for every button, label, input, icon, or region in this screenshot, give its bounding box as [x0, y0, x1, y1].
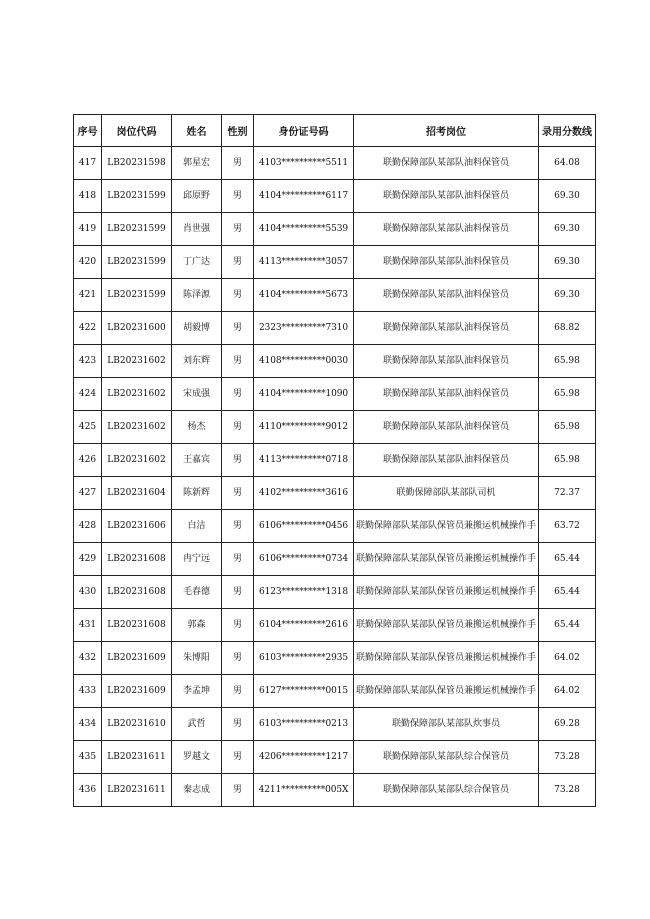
position-cell: 联勤保障部队某部队综合保管员: [354, 741, 539, 774]
serial-cell: 431: [74, 609, 102, 642]
serial-cell: 420: [74, 246, 102, 279]
gender-cell: 男: [222, 642, 254, 675]
id-number-cell: 4102**********3616: [254, 477, 354, 510]
score-cell: 72.37: [539, 477, 596, 510]
table-row: [74, 774, 596, 807]
gender-cell: 男: [222, 312, 254, 345]
name-cell: 刘东辉: [172, 345, 222, 378]
gender-cell: 男: [222, 609, 254, 642]
header-position-code: 岗位代码: [102, 115, 172, 147]
id-number-cell: 4108**********0030: [254, 345, 354, 378]
table-header-row: [74, 115, 596, 147]
serial-cell: 430: [74, 576, 102, 609]
table-row: [74, 510, 596, 543]
score-cell: 64.02: [539, 642, 596, 675]
name-cell: 肖世强: [172, 213, 222, 246]
position-code-cell: LB20231609: [102, 642, 172, 675]
score-cell: 73.28: [539, 774, 596, 807]
id-number-cell: 6104**********2616: [254, 609, 354, 642]
table-row: [74, 345, 596, 378]
position-code-cell: LB20231599: [102, 279, 172, 312]
serial-cell: 422: [74, 312, 102, 345]
gender-cell: 男: [222, 345, 254, 378]
serial-cell: 434: [74, 708, 102, 741]
id-number-cell: 4211**********005X: [254, 774, 354, 807]
score-cell: 73.28: [539, 741, 596, 774]
serial-cell: 417: [74, 147, 102, 180]
score-cell: 68.82: [539, 312, 596, 345]
serial-cell: 418: [74, 180, 102, 213]
id-number-cell: 4103**********5511: [254, 147, 354, 180]
position-cell: 联勤保障部队某部队油料保管员: [354, 411, 539, 444]
id-number-cell: 6106**********0734: [254, 543, 354, 576]
name-cell: 陈新辉: [172, 477, 222, 510]
id-number-cell: 4104**********5673: [254, 279, 354, 312]
score-cell: 69.28: [539, 708, 596, 741]
name-cell: 杨杰: [172, 411, 222, 444]
name-cell: 罗越文: [172, 741, 222, 774]
position-code-cell: LB20231608: [102, 576, 172, 609]
admission-table: [73, 114, 596, 807]
table-row: [74, 180, 596, 213]
position-cell: 联勤保障部队某部队油料保管员: [354, 213, 539, 246]
name-cell: 郭森: [172, 609, 222, 642]
score-cell: 65.98: [539, 345, 596, 378]
position-code-cell: LB20231611: [102, 774, 172, 807]
gender-cell: 男: [222, 543, 254, 576]
name-cell: 冉宁远: [172, 543, 222, 576]
serial-cell: 426: [74, 444, 102, 477]
gender-cell: 男: [222, 675, 254, 708]
position-code-cell: LB20231599: [102, 246, 172, 279]
position-cell: 联勤保障部队某部队油料保管员: [354, 180, 539, 213]
position-code-cell: LB20231598: [102, 147, 172, 180]
id-number-cell: 6106**********0456: [254, 510, 354, 543]
name-cell: 王嘉宾: [172, 444, 222, 477]
position-cell: 联勤保障部队某部队油料保管员: [354, 378, 539, 411]
gender-cell: 男: [222, 378, 254, 411]
table-row: [74, 741, 596, 774]
position-code-cell: LB20231608: [102, 543, 172, 576]
gender-cell: 男: [222, 477, 254, 510]
position-cell: 联勤保障部队某部队油料保管员: [354, 312, 539, 345]
position-cell: 联勤保障部队某部队油料保管员: [354, 147, 539, 180]
gender-cell: 男: [222, 444, 254, 477]
name-cell: 陈泽源: [172, 279, 222, 312]
table-row: [74, 444, 596, 477]
name-cell: 李孟坤: [172, 675, 222, 708]
id-number-cell: 4104**********1090: [254, 378, 354, 411]
score-cell: 65.98: [539, 411, 596, 444]
gender-cell: 男: [222, 411, 254, 444]
table-row: [74, 213, 596, 246]
gender-cell: 男: [222, 741, 254, 774]
gender-cell: 男: [222, 246, 254, 279]
position-code-cell: LB20231604: [102, 477, 172, 510]
id-number-cell: 4206**********1217: [254, 741, 354, 774]
gender-cell: 男: [222, 213, 254, 246]
score-cell: 69.30: [539, 180, 596, 213]
serial-cell: 424: [74, 378, 102, 411]
score-cell: 63.72: [539, 510, 596, 543]
gender-cell: 男: [222, 279, 254, 312]
score-cell: 69.30: [539, 246, 596, 279]
position-cell: 联勤保障部队某部队油料保管员: [354, 444, 539, 477]
table-body: [74, 147, 596, 807]
id-number-cell: 6103**********0213: [254, 708, 354, 741]
position-code-cell: LB20231602: [102, 345, 172, 378]
position-cell: 联勤保障部队某部队油料保管员: [354, 345, 539, 378]
table-row: [74, 576, 596, 609]
score-cell: 69.30: [539, 279, 596, 312]
position-code-cell: LB20231599: [102, 213, 172, 246]
position-cell: 联勤保障部队某部队保管员兼搬运机械操作手: [354, 642, 539, 675]
position-code-cell: LB20231608: [102, 609, 172, 642]
position-cell: 联勤保障部队某部队炊事员: [354, 708, 539, 741]
name-cell: 丁广达: [172, 246, 222, 279]
name-cell: 宋成强: [172, 378, 222, 411]
header-gender: 性别: [222, 115, 254, 147]
position-code-cell: LB20231602: [102, 444, 172, 477]
score-cell: 64.02: [539, 675, 596, 708]
serial-cell: 432: [74, 642, 102, 675]
position-cell: 联勤保障部队某部队油料保管员: [354, 279, 539, 312]
score-cell: 69.30: [539, 213, 596, 246]
position-cell: 联勤保障部队某部队保管员兼搬运机械操作手: [354, 576, 539, 609]
name-cell: 秦志成: [172, 774, 222, 807]
table-row: [74, 477, 596, 510]
serial-cell: 429: [74, 543, 102, 576]
serial-cell: 421: [74, 279, 102, 312]
gender-cell: 男: [222, 510, 254, 543]
position-code-cell: LB20231606: [102, 510, 172, 543]
table-row: [74, 378, 596, 411]
id-number-cell: 4104**********5539: [254, 213, 354, 246]
name-cell: 朱博阳: [172, 642, 222, 675]
table-row: [74, 543, 596, 576]
score-cell: 65.44: [539, 576, 596, 609]
serial-cell: 419: [74, 213, 102, 246]
score-cell: 64.08: [539, 147, 596, 180]
header-serial: 序号: [74, 115, 102, 147]
position-cell: 联勤保障部队某部队综合保管员: [354, 774, 539, 807]
position-cell: 联勤保障部队某部队保管员兼搬运机械操作手: [354, 675, 539, 708]
header-position: 招考岗位: [354, 115, 539, 147]
position-cell: 联勤保障部队某部队司机: [354, 477, 539, 510]
serial-cell: 433: [74, 675, 102, 708]
position-code-cell: LB20231609: [102, 675, 172, 708]
gender-cell: 男: [222, 774, 254, 807]
position-code-cell: LB20231600: [102, 312, 172, 345]
id-number-cell: 6123**********1318: [254, 576, 354, 609]
header-score: 录用分数线: [539, 115, 596, 147]
id-number-cell: 4104**********6117: [254, 180, 354, 213]
id-number-cell: 6103**********2935: [254, 642, 354, 675]
gender-cell: 男: [222, 576, 254, 609]
id-number-cell: 4110**********9012: [254, 411, 354, 444]
name-cell: 白洁: [172, 510, 222, 543]
position-code-cell: LB20231611: [102, 741, 172, 774]
score-cell: 65.44: [539, 609, 596, 642]
table-row: [74, 708, 596, 741]
name-cell: 毛春德: [172, 576, 222, 609]
score-cell: 65.44: [539, 543, 596, 576]
serial-cell: 436: [74, 774, 102, 807]
serial-cell: 428: [74, 510, 102, 543]
serial-cell: 423: [74, 345, 102, 378]
position-cell: 联勤保障部队某部队保管员兼搬运机械操作手: [354, 609, 539, 642]
table-row: [74, 312, 596, 345]
gender-cell: 男: [222, 147, 254, 180]
position-code-cell: LB20231610: [102, 708, 172, 741]
table-row: [74, 279, 596, 312]
position-cell: 联勤保障部队某部队保管员兼搬运机械操作手: [354, 543, 539, 576]
table-row: [74, 411, 596, 444]
name-cell: 武哲: [172, 708, 222, 741]
id-number-cell: 4113**********0718: [254, 444, 354, 477]
id-number-cell: 6127**********0015: [254, 675, 354, 708]
table-row: [74, 642, 596, 675]
position-cell: 联勤保障部队某部队保管员兼搬运机械操作手: [354, 510, 539, 543]
gender-cell: 男: [222, 708, 254, 741]
position-code-cell: LB20231599: [102, 180, 172, 213]
id-number-cell: 4113**********3057: [254, 246, 354, 279]
name-cell: 邱原野: [172, 180, 222, 213]
position-cell: 联勤保障部队某部队油料保管员: [354, 246, 539, 279]
position-code-cell: LB20231602: [102, 378, 172, 411]
table-row: [74, 246, 596, 279]
gender-cell: 男: [222, 180, 254, 213]
position-code-cell: LB20231602: [102, 411, 172, 444]
table-row: [74, 675, 596, 708]
score-cell: 65.98: [539, 378, 596, 411]
serial-cell: 427: [74, 477, 102, 510]
score-cell: 65.98: [539, 444, 596, 477]
serial-cell: 425: [74, 411, 102, 444]
name-cell: 胡毅博: [172, 312, 222, 345]
header-name: 姓名: [172, 115, 222, 147]
id-number-cell: 2323**********7310: [254, 312, 354, 345]
table-row: [74, 147, 596, 180]
header-id-number: 身份证号码: [254, 115, 354, 147]
name-cell: 郭星宏: [172, 147, 222, 180]
serial-cell: 435: [74, 741, 102, 774]
table-row: [74, 609, 596, 642]
